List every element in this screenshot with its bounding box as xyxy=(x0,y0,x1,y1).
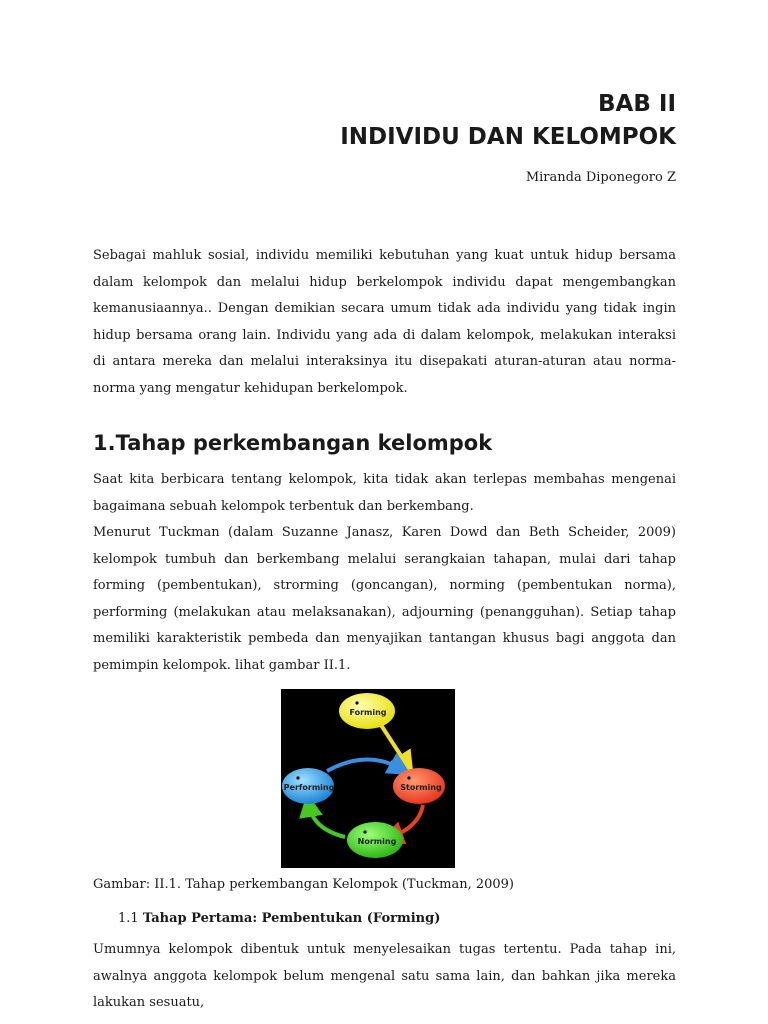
author-name: Miranda Diponegoro Z xyxy=(525,170,676,185)
performing-bullet xyxy=(296,776,299,779)
forming-label: Forming xyxy=(349,708,387,717)
arrow-norming-to-performing xyxy=(309,805,345,837)
section-heading: 1.Tahap perkembangan kelompok xyxy=(93,431,493,455)
arrow-forming-to-storming xyxy=(381,725,407,765)
section-paragraph-1: Saat kita berbicara tentang kelompok, kita tidak akan terlepas membahas mengenai bagaimana sebuah kelompok terbentuk dan berkembang. xyxy=(93,472,676,514)
chapter-number: BAB II xyxy=(598,91,676,117)
arrow-performing-to-storming xyxy=(327,759,401,771)
performing-label: Performing xyxy=(283,783,335,792)
stages-diagram xyxy=(281,689,455,868)
section-paragraph-2: Menurut Tuckman (dalam Suzanne Janasz, Karen Dowd dan Beth Scheider, 2009) kelompok tumbuh dan berkembang melalui serangkaian tahapan, mulai dari tahap forming (pembentukan), strorming (goncangan), norming (pembentukan norma), performing (melakukan atau melaksanakan), adjourning (penangguhan). Setiap tahap memiliki karakteristik pembeda dan menyajikan tantangan khusus bagi anggota dan pemimpin kelompok. lihat gambar II.1. xyxy=(93,525,676,673)
storming-bullet xyxy=(407,776,410,779)
subsection-paragraph: Umumnya kelompok dibentuk untuk menyelesaikan tugas tertentu. Pada tahap ini, awalnya anggota kelompok belum mengenal satu sama lain, dan bahkan jika mereka lakukan sesuatu, xyxy=(93,942,676,1010)
subsection-number: 1.1 xyxy=(118,911,139,926)
storming-label: Storming xyxy=(400,783,442,792)
figure-caption: Gambar: II.1. Tahap perkembangan Kelompok (Tuckman, 2009) xyxy=(93,877,515,892)
norming-bullet xyxy=(363,830,366,833)
subsection-title: Tahap Pertama: Pembentukan (Forming) xyxy=(142,911,441,926)
intro-paragraph: Sebagai mahluk sosial, individu memiliki kebutuhan yang kuat untuk hidup bersama dalam kelompok dan melalui hidup berkelompok individu dapat mengembangkan kemanusiaannya.. Dengan demikian secara umum tidak ada individu yang tidak ingin hidup bersama orang lain. Individu yang ada di dalam kelompok, melakukan interaksi di antara mereka dan melalui interaksinya itu disepakati aturan-aturan atau norma-norma yang mengatur kehidupan berkelompok. xyxy=(93,248,676,396)
tuckman-stages-figure xyxy=(281,689,455,868)
forming-bullet xyxy=(355,701,358,704)
chapter-title: INDIVIDU DAN KELOMPOK xyxy=(340,124,676,150)
chapter-heading xyxy=(340,88,676,154)
subsection-heading xyxy=(118,909,440,929)
norming-label: Norming xyxy=(357,837,397,846)
